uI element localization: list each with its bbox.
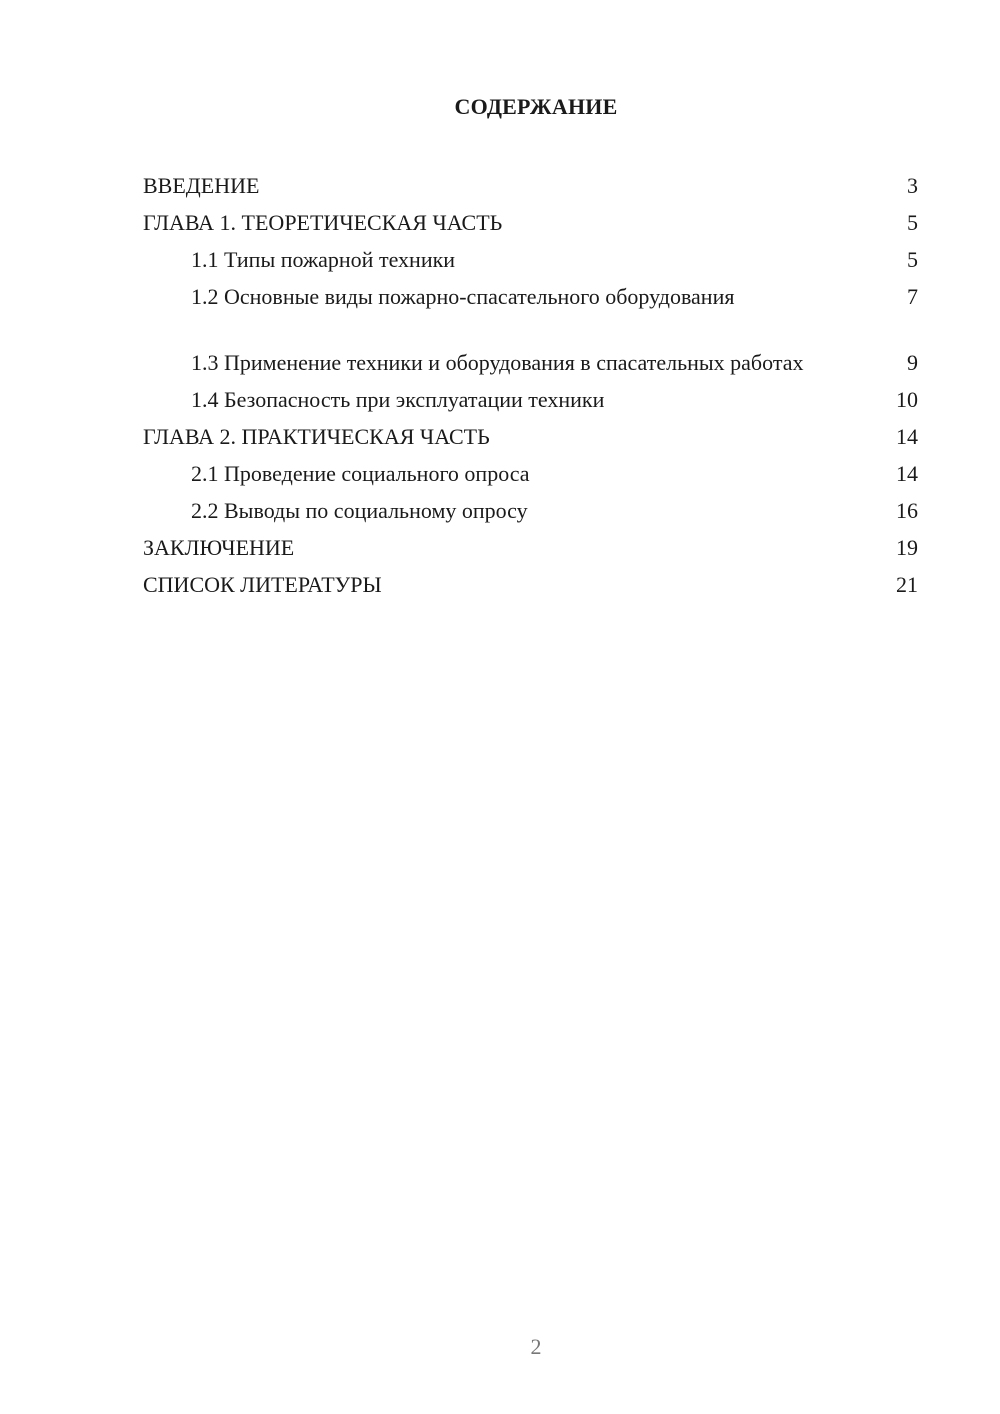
toc-item-page: 7 (907, 284, 918, 309)
toc-item-label: 1.2 Основные виды пожарно-спасательного оборудования (191, 284, 735, 309)
toc-item-section-1-1 (143, 242, 918, 279)
toc-item-introduction (143, 168, 918, 205)
toc-item-chapter-2 (143, 419, 918, 456)
toc-item-label: ВВЕДЕНИЕ (143, 173, 260, 198)
toc-item-page: 9 (907, 350, 918, 375)
toc-item-page: 19 (896, 535, 918, 560)
toc-item-page: 16 (896, 498, 918, 523)
toc-item-page: 14 (896, 424, 918, 449)
toc-item-references (143, 567, 918, 604)
toc-item-section-1-2 (143, 279, 918, 316)
toc-item-page: 14 (896, 461, 918, 486)
toc-item-section-2-2 (143, 493, 918, 530)
page-title: СОДЕРЖАНИЕ (454, 94, 618, 119)
toc-item-page: 3 (907, 173, 918, 198)
toc-item-page: 10 (896, 387, 918, 412)
toc-item-label: ГЛАВА 2. ПРАКТИЧЕСКАЯ ЧАСТЬ (143, 424, 490, 449)
toc-item-label: 2.1 Проведение социального опроса (191, 461, 530, 486)
toc-item-label: ЗАКЛЮЧЕНИЕ (143, 535, 295, 560)
toc-item-page: 21 (896, 572, 918, 597)
toc-item-page: 5 (907, 210, 918, 235)
toc-item-page: 5 (907, 247, 918, 272)
page-number: 2 (530, 1334, 542, 1359)
toc-item-label: 1.1 Типы пожарной техники (191, 247, 456, 272)
table-of-contents (143, 168, 918, 604)
toc-item-conclusion (143, 530, 918, 567)
toc-item-label: СПИСОК ЛИТЕРАТУРЫ (143, 572, 382, 597)
toc-item-label: 1.3 Применение техники и оборудования в спасательных работах (191, 350, 804, 375)
toc-item-section-2-1 (143, 456, 918, 493)
toc-item-section-1-4 (143, 382, 918, 419)
toc-item-section-1-3 (143, 316, 918, 382)
toc-item-label: 2.2 Выводы по социальному опросу (191, 498, 528, 523)
toc-item-label: ГЛАВА 1. ТЕОРЕТИЧЕСКАЯ ЧАСТЬ (143, 210, 503, 235)
toc-item-chapter-1 (143, 205, 918, 242)
toc-item-label: 1.4 Безопасность при эксплуатации техники (191, 387, 605, 412)
